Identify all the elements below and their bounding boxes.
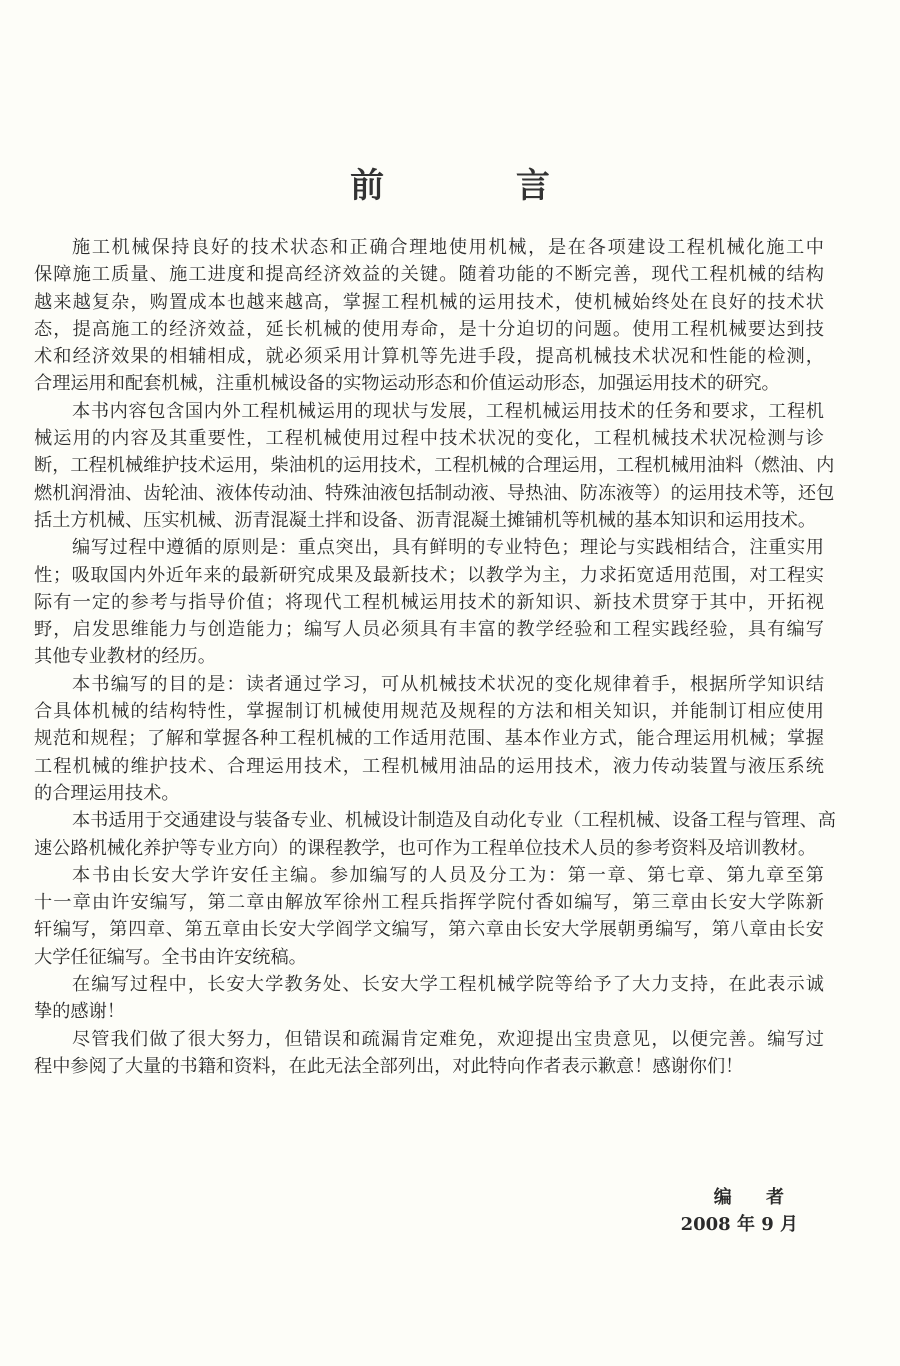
text-line: 合理运用和配套机械，注重机械设备的实物运动形态和价值运动形态，加强运用技术的研究。 — [34, 373, 780, 395]
text-line: 本书编写的目的是：读者通过学习，可从机械技术状况的变化规律着手，根据所学知识结 — [72, 673, 824, 695]
paragraph — [34, 807, 836, 862]
text-line: 越来越复杂，购置成本也越来越高，掌握工程机械的运用技术，使机械始终处在良好的技术状 — [34, 291, 824, 313]
text-line: 大学任征编写。全书由许安统稿。 — [34, 946, 307, 968]
text-line: 保障施工质量、施工进度和提高经济效益的关键。随着功能的不断完善，现代工程机械的结构 — [34, 264, 824, 286]
paragraph — [34, 1026, 824, 1081]
text-line: 械运用的内容及其重要性，工程机械使用过程中技术状况的变化，工程机械技术状况检测与诊 — [34, 428, 824, 450]
preface-body — [34, 234, 836, 1080]
text-line: 性；吸取国内外近年来的最新研究成果及最新技术；以教学为主，力求拓宽适用范围，对工程实 — [34, 564, 824, 586]
text-line: 挚的感谢！ — [34, 1001, 125, 1023]
text-line: 本书适用于交通建设与装备专业、机械设计制造及自动化专业（工程机械、设备工程与管理、高 — [72, 810, 836, 832]
paragraph — [34, 862, 824, 971]
text-line: 编写过程中遵循的原则是：重点突出，具有鲜明的专业特色；理论与实践相结合，注重实用 — [72, 537, 824, 559]
paragraph — [34, 534, 824, 670]
paragraph — [34, 398, 835, 534]
page-title: 前 言 — [350, 166, 610, 206]
text-line: 术和经济效果的相辅相成，就必须采用计算机等先进手段，提高机械技术状况和性能的检测， — [34, 346, 824, 368]
text-line: 尽管我们做了很大努力，但错误和疏漏肯定难免，欢迎提出宝贵意见，以便完善。编写过 — [72, 1028, 824, 1050]
text-line: 际有一定的参考与指导价值；将现代工程机械运用技术的新知识、新技术贯穿于其中，开拓视 — [34, 591, 824, 613]
text-line: 在编写过程中，长安大学教务处、长安大学工程机械学院等给予了大力支持，在此表示诚 — [72, 974, 824, 996]
paragraph — [34, 971, 824, 1026]
paragraph — [34, 234, 824, 398]
text-line: 十一章由许安编写，第二章由解放军徐州工程兵指挥学院付香如编写，第三章由长安大学陈新 — [34, 892, 824, 914]
text-line: 态，提高施工的经济效益，延长机械的使用寿命，是十分迫切的问题。使用工程机械要达到技 — [34, 318, 824, 340]
text-line: 括土方机械、压实机械、沥青混凝土拌和设备、沥青混凝土摊铺机等机械的基本知识和运用技术。 — [34, 509, 817, 531]
text-line: 合具体机械的结构特性，掌握制订机械使用规范及规程的方法和相关知识，并能制订相应使用 — [34, 701, 824, 723]
signature-date: 2008 年 9 月 — [680, 1214, 798, 1235]
text-line: 野，启发思维能力与创造能力；编写人员必须具有丰富的教学经验和工程实践经验，具有编写 — [34, 619, 824, 641]
text-line: 工程机械的维护技术、合理运用技术，工程机械用油品的运用技术，液力传动装置与液压系统 — [34, 755, 824, 777]
text-line: 其他专业教材的经历。 — [34, 646, 216, 668]
text-line: 本书内容包含国内外工程机械运用的现状与发展，工程机械运用技术的任务和要求，工程机 — [72, 400, 824, 422]
paragraph — [34, 671, 824, 807]
text-line: 轩编写，第四章、第五章由长安大学阎学文编写，第六章由长安大学展朝勇编写，第八章由长安 — [34, 919, 824, 941]
text-line: 的合理运用技术。 — [34, 782, 180, 804]
text-line: 施工机械保持良好的技术状态和正确合理地使用机械，是在各项建设工程机械化施工中 — [72, 237, 824, 258]
text-line: 断，工程机械维护技术运用，柴油机的运用技术，工程机械的合理运用，工程机械用油料（燃油、内 — [34, 455, 835, 477]
text-line: 本书由长安大学许安任主编。参加编写的人员及分工为：第一章、第七章、第九章至第 — [72, 864, 824, 886]
text-line: 规范和规程；了解和掌握各种工程机械的工作适用范围、基本作业方式，能合理运用机械；掌握 — [34, 728, 824, 750]
text-line: 燃机润滑油、齿轮油、液体传动油、特殊油液包括制动液、导热油、防冻液等）的运用技术等，还包 — [34, 482, 835, 504]
signature-author: 编 者 — [713, 1187, 798, 1208]
text-line: 速公路机械化养护等专业方向）的课程教学，也可作为工程单位技术人员的参考资料及培训教材。 — [34, 837, 817, 859]
text-line: 程中参阅了大量的书籍和资料，在此无法全部列出，对此特向作者表示歉意！感谢你们！ — [34, 1055, 744, 1077]
